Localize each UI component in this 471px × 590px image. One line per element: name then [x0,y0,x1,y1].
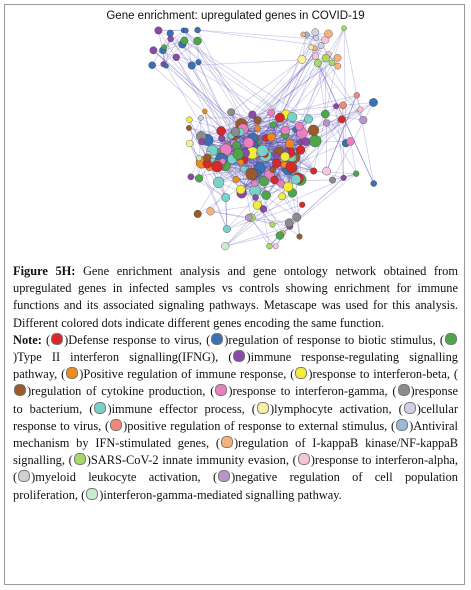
network-node [308,125,319,136]
legend-swatch [110,419,122,431]
network-node [323,120,330,127]
network-node [150,47,157,54]
network-node [188,174,194,180]
network-node [270,122,277,129]
legend-swatch [18,470,30,482]
network-node [324,30,332,38]
legend-swatch [396,419,408,431]
legend-swatch [94,402,106,414]
network-node [321,110,329,118]
legend-item-text: regulation of cytokine production, [31,384,206,399]
network-node [231,127,240,136]
network-node [186,125,191,130]
network-node [273,153,280,160]
network-node [252,195,258,201]
network-node [318,43,324,49]
network-node [221,242,229,250]
legend-swatch [74,453,86,465]
network-node [285,219,293,227]
network-node [322,167,330,175]
legend-swatch [66,367,78,379]
network-node [245,214,252,221]
network-node [198,138,205,145]
network-node [236,185,245,194]
network-node [281,126,289,134]
network-node [341,175,347,181]
network-node [238,159,244,165]
legend-swatch [14,384,26,396]
network-node [338,116,345,123]
caption-label: Figure 5H: [13,264,76,278]
network-node [297,234,303,240]
network-node [301,32,306,37]
legend-item-text: positive regulation of response to external stimulus, [127,418,388,433]
network-node [164,64,169,69]
network-node [272,159,281,168]
network-node [262,191,271,200]
network-node [329,177,335,183]
network-node [257,145,268,156]
legend-item-text: interferon-gamma-mediated signalling pathway. [103,487,342,502]
network-node [212,161,223,172]
network-node [183,28,188,33]
network-node [213,177,224,188]
network-node [167,30,174,37]
network-node [267,133,275,141]
network-node [310,168,317,175]
network-node [186,117,192,123]
network-node [335,63,341,69]
network-node [312,29,319,36]
network-node [202,109,207,114]
network-node [329,60,335,66]
network-node [227,108,234,115]
legend-item-text: response to interferon-alpha, [314,453,458,468]
legend-swatch [221,436,233,448]
legend-item-text: lymphocyte activation, [274,401,392,416]
network-node [246,168,258,180]
legend-item-text: Positive regulation of immune response, [83,367,287,382]
network-node [313,35,319,41]
network-node [314,59,321,66]
network-node [359,116,367,124]
network-node [218,135,225,142]
legend-item-text: regulation of I-kappaB kinase/NF-kappaB signalling, [13,436,458,468]
network-node [295,122,303,130]
network-node [312,53,319,60]
network-node [259,176,269,186]
legend-item-text: response to bacterium, [13,384,459,416]
network-node [270,222,276,228]
network-node [188,62,196,70]
network-node [283,182,293,192]
enrichment-network [0,0,471,260]
network-node [168,36,174,42]
network-node [287,112,297,122]
legend-swatch [86,488,98,500]
network-node [254,116,261,123]
network-node [266,243,272,249]
legend-item-text: cellular response to virus, [13,401,458,433]
legend-item-text: response to interferon-beta, [312,367,450,382]
network-node [276,232,284,240]
network-node [354,92,360,98]
legend-item-text: negative regulation of cell population proliferation, [13,470,458,502]
legend-swatch [215,384,227,396]
network-node [299,202,305,208]
network-node [254,125,260,131]
network-node [173,54,180,61]
network-node [222,193,230,201]
legend-swatch [445,333,457,345]
network-node [196,155,202,161]
network-node [233,176,240,183]
network-node [296,146,305,155]
network-node [275,113,284,122]
network-node [233,149,244,160]
network-node [304,115,312,123]
legend-item-text: myeloid leukocyte activation, [35,470,201,485]
legend-swatch [298,453,310,465]
caption-text: Gene enrichment analysis and gene ontology network obtained from upregulated genes in infected samples vs controls showing enrichment for immune functions and its associated signaling pathways. Metascape was used for this analysis. Different colored dots indicate different genes encoding the same function. [13,264,458,330]
network-node [302,138,310,146]
legend-swatch [218,470,230,482]
network-node [149,62,156,69]
network-node [339,102,346,109]
network-node [353,171,359,177]
caption-paragraph [13,263,458,332]
legend-item-text: Defense response to virus, [68,332,203,347]
legend-swatch [257,402,269,414]
legend-swatch [211,333,223,345]
network-node [292,213,300,221]
network-node [273,244,278,249]
network-node [198,115,203,120]
legend-swatch [404,402,416,414]
figure-caption [13,263,458,504]
legend-paragraph: Note: ( )Defense response to virus, ( )regulation of response to biotic stimulus, ()Type II interferon signalling(IFNG), ( )immune response-regulating signalling pathway, ( )Positive regulation of immune response, ( )response to interferon-beta, ()regulation of cytokine production, ( )response to interferon-gamma, ( )response to bacterium, ( )immune effector process, ( )lymphocyte activation, ( )cellular response to virus, ( )positive regulation of response to external stimulus, ( )Antiviral mechanism by IFN-stimulated genes, ( )regulation of I-kappaB kinase/NF-kappaB signalling, ( )SARS-CoV-2 innate immunity evasion, ( )response to interferon-alpha, ( )myeloid leukocyte activation, ( )negative regulation of cell population proliferation, ( )interferon-gamma-mediated signalling pathway. [13,332,459,502]
network-node [333,103,338,108]
legend-swatch [295,367,307,379]
network-node [194,37,202,45]
network-node [217,126,226,135]
network-node [341,26,346,31]
network-node [251,180,258,187]
network-node [280,152,289,161]
network-node [186,140,193,147]
legend-item-text: Type II interferon signalling(IFNG), [17,350,219,365]
network-node [243,138,253,148]
network-node [196,59,202,65]
legend-item-text: immune response-regulating signalling pathway, [13,350,458,382]
network-node [322,54,330,62]
network-node [195,27,201,33]
network-node [279,193,286,200]
network-node [195,174,203,182]
network-node [334,54,341,61]
legend-swatch [51,333,63,345]
network-edge [226,198,227,230]
network-node [358,107,364,113]
figure-title: Gene enrichment: upregulated genes in COVID-19 [106,10,365,22]
network-node [286,162,297,173]
network-node [232,141,240,149]
legend-item-text: SARS-CoV-2 innate immunity evasion, [90,453,289,468]
network-node [207,207,215,215]
network-node [369,98,377,106]
network-node [162,45,167,50]
network-node [285,139,294,148]
network-node [260,206,267,213]
network-node [298,55,306,63]
network-node [181,37,189,45]
legend-item-text: immune effector process, [111,401,245,416]
network-node [270,167,276,173]
legend-item-text: regulation of response to biotic stimulus, [228,332,436,347]
network-node [223,225,230,232]
network-node [240,166,247,173]
network-node [346,137,354,145]
network-node [371,181,377,187]
network-node [268,109,275,116]
legend-item-text: Antiviral mechanism by IFN-stimulated genes, [13,418,458,451]
network-node [291,174,301,184]
note-label: Note: [13,332,42,347]
legend-swatch [233,350,245,362]
network-node [309,135,321,147]
network-node [194,210,202,218]
network-node [203,154,211,162]
network-node [155,27,162,34]
legend-item-text: response to interferon-gamma, [232,384,388,399]
network-node [309,45,314,50]
legend-swatch [398,384,410,396]
